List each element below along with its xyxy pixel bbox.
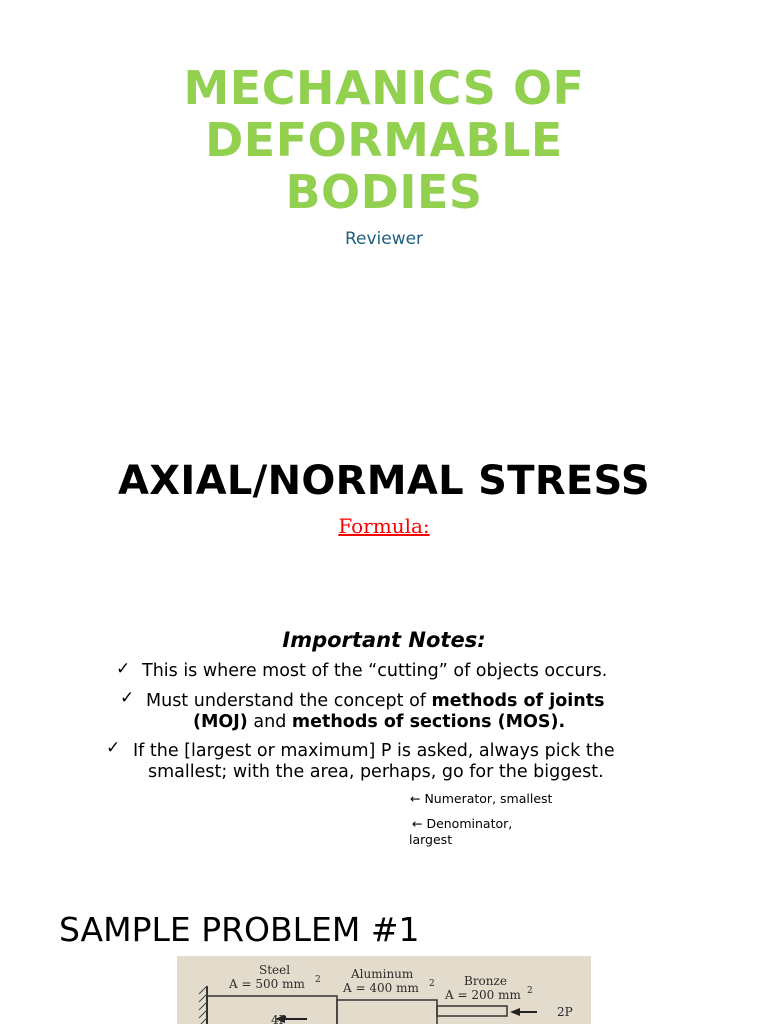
note-bold-term: (MOJ) (193, 712, 248, 732)
page-title (0, 62, 768, 218)
annotation-numerator: ← Numerator, smallest (410, 791, 553, 806)
label-steel-area: A = 500 mm (229, 977, 305, 991)
label-exp: 2 (315, 975, 321, 985)
title-line-3: BODIES (285, 165, 483, 219)
note-item-1: This is where most of the “cutting” of objects occurs. (142, 661, 608, 681)
aluminum-bar (337, 1000, 437, 1024)
checkmark-icon: ✓ (120, 688, 135, 708)
label-exp: 2 (429, 979, 435, 989)
note-text: Must understand the concept of (146, 691, 432, 711)
note-item-2 (146, 691, 666, 733)
subtitle: Reviewer (344, 229, 424, 249)
label-4p: 4P (271, 1013, 287, 1024)
note-line-2: smallest; with the area, perhaps, go for the biggest. (148, 762, 604, 782)
note-line-2 (146, 712, 666, 733)
sample-problem-heading: SAMPLE PROBLEM #1 (59, 910, 420, 949)
note-text: and (247, 712, 292, 732)
section-title: AXIAL/NORMAL STRESS (118, 458, 650, 504)
note-item-3 (133, 741, 693, 783)
label-exp: 2 (527, 986, 533, 996)
wall-hatch (199, 986, 207, 1024)
title-line-2: DEFORMABLE (205, 113, 563, 167)
arrowhead (510, 1008, 520, 1016)
label-bronze: Bronze (464, 974, 507, 988)
bronze-bar (437, 1006, 507, 1016)
checkmark-icon: ✓ (116, 659, 131, 679)
label-aluminum-area: A = 400 mm (343, 981, 419, 995)
formula-label: Formula: (338, 514, 430, 538)
notes-heading: Important Notes: (282, 628, 486, 652)
note-line-1: If the [largest or maximum] P is asked, always pick the (133, 741, 615, 761)
figure-drawing (177, 956, 591, 1024)
note-bold-term: methods of sections (MOS). (291, 712, 566, 732)
label-aluminum: Aluminum (351, 967, 414, 981)
annotation-line-1: ← Denominator, (412, 816, 513, 831)
label-2p: 2P (557, 1005, 573, 1019)
problem-figure (177, 956, 591, 1024)
title-line-1: MECHANICS OF (183, 61, 585, 115)
label-steel: Steel (259, 963, 291, 977)
checkmark-icon: ✓ (106, 738, 121, 758)
annotation-line-2: largest (409, 832, 453, 847)
annotation-denominator (409, 816, 549, 848)
label-bronze-area: A = 200 mm (445, 988, 521, 1002)
note-bold-term: methods of joints (431, 691, 605, 711)
